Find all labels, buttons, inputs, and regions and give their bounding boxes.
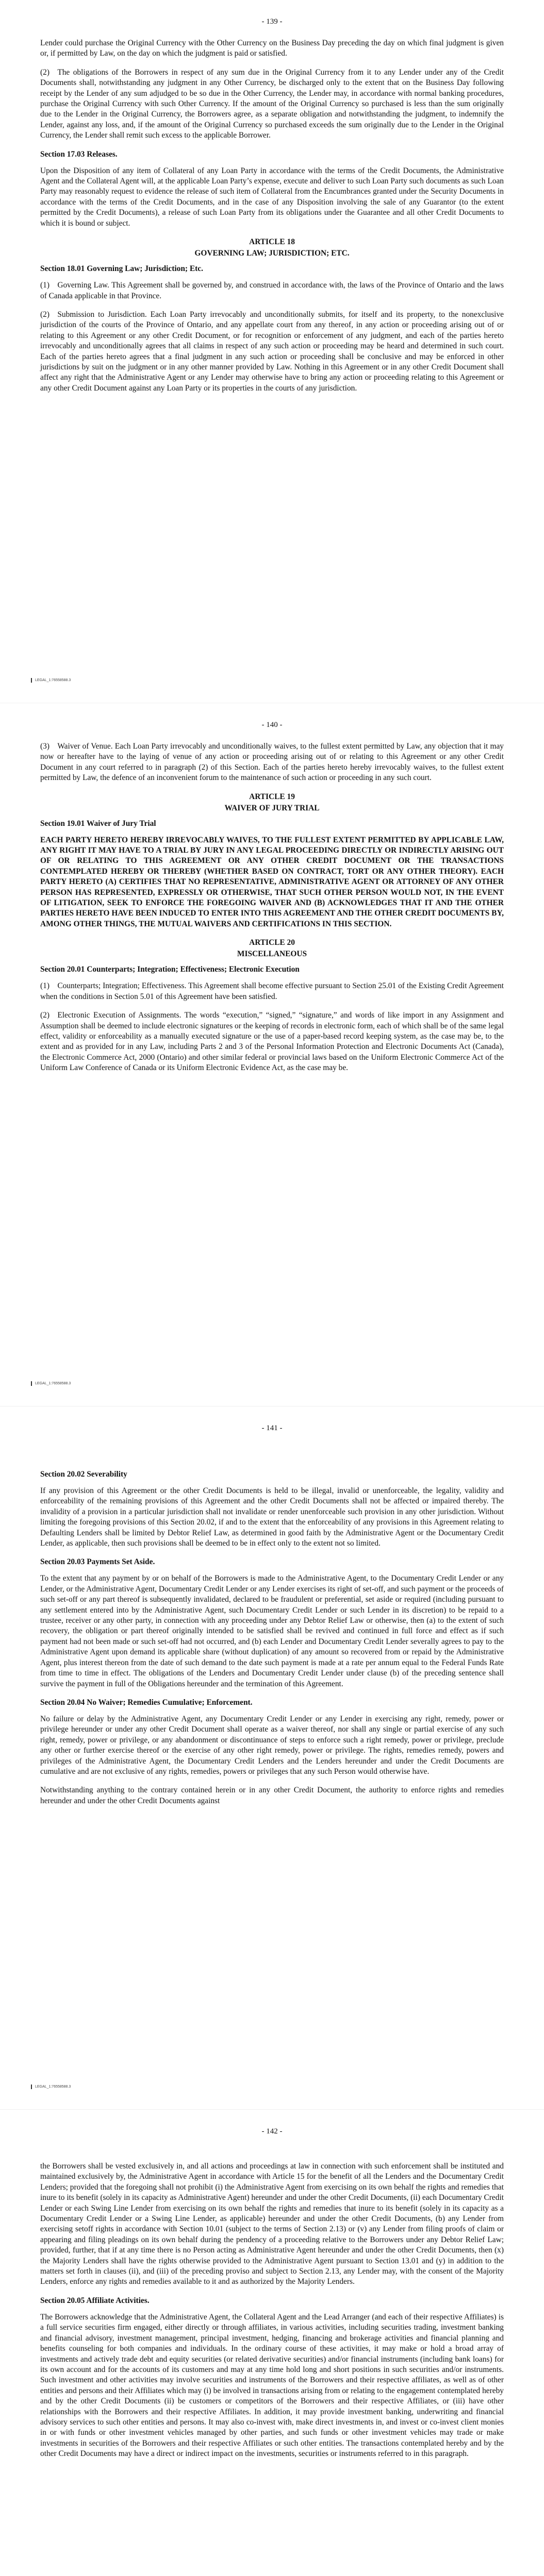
paragraph: To the extent that any payment by or on behalf of the Borrowers is made to the Administrative Agent, to the Documentary Credit Lender or any Lender, or the Administrative Agent, Documentary Credit Lender or any Lender exercises its right of set-off, and such payment or the proceeds of such set-off or any part thereof is subsequently invalidated, declared to be fraudulent or preferential, set aside or required (including pursuant to any settlement entered into by the Administrative Agent, such Documentary Credit Lender or such Lender in its discretion) to be repaid to a trustee, receiver or any other party, in connection with any proceeding under any Debtor Relief Law or otherwise, then (a) to the extent of such recovery, the obligation or part thereof originally intended to be satisfied shall be revived and continued in full force and effect as if such payment had not been made or such set-off had not occurred, and (b) each Lender and Documentary Credit Lender severally agrees to pay to the Administrative Agent upon demand its applicable share (without duplication) of any amount so recovered from or repaid by the Administrative Agent, plus interest thereon from the date of such demand to the date such payment is made at a rate per annum equal to the Federal Funds Rate from time to time in effect. The obligations of the Lenders and Documentary Credit Lender under clause (b) of the preceding sentence shall survive the payment in full of the Obligations hereunder and the termination of this Agreement. (40, 1574, 504, 1688)
footer (31, 1381, 71, 1386)
section-heading: Section 20.04 No Waiver; Remedies Cumulative; Enforcement. (40, 1698, 253, 1707)
section-heading: Section 19.01 Waiver of Jury Trial (40, 819, 156, 828)
paragraph: (2) The obligations of the Borrowers in respect of any sum due in the Original Currency from it to any Lender under any of the Credit Documents shall, notwithstanding any judgment in any Other Currency, be discharged only to the extent that on the Business Day following receipt by the Lender of any sum adjudged to be so due in the Other Currency, the Lender may, in accordance with normal banking procedures, purchase the Original Currency with such Other Currency. If the amount of the Original Currency so purchased is less than the sum originally due to the Lender in the Original Currency, the Borrowers agree, as a separate obligation and notwithstanding the judgment, to indemnify the Lender, against any loss, and, if the amount of the Original Currency so purchased exceeds the sum originally due to the Lender in the Original Currency, the Lender shall remit such excess to the applicable Borrower. (40, 67, 504, 140)
page-139 (0, 0, 544, 703)
section-heading: Section 20.05 Affiliate Activities. (40, 2296, 150, 2305)
article-number: ARTICLE 20 (249, 938, 295, 947)
paragraph: (2) Submission to Jurisdiction. Each Loan Party irrevocably and unconditionally submits, for itself and its property, to the nonexclusive jurisdiction of the courts of the Province of Ontario, and any appellate court from any thereof, in any action or proceeding arising out of or relating to this Agreement or any other Credit Document, or for recognition or enforcement of any judgment, and each of the parties hereto irrevocably and unconditionally agrees that all claims in respect of any such action or proceeding may be heard and determined in such court. Each of the parties hereto agrees that a final judgment in any such action or proceeding shall be conclusive and may be enforced in other jurisdictions by suit on the judgment or in any other manner provided by Law. Nothing in this Agreement or in any other Credit Document shall affect any right that the Administrative Agent or any Lender may otherwise have to bring any action or proceeding relating to this Agreement or any other Credit Document against any Loan Party or its properties in the courts of any jurisdiction. (40, 310, 504, 393)
page-number: - 142 - (261, 2127, 283, 2136)
paragraph: No failure or delay by the Administrative Agent, any Documentary Credit Lender or any Lender in exercising any right, remedy, power or privilege hereunder or under any other Credit Document shall operate as a waiver thereof, nor shall any single or partial exercise of any such right, remedy, power or privilege, or any abandonment or discontinuance of steps to enforce such a right remedy, power or privilege, preclude any other or further exercise thereof or the exercise of any other right remedy, power or privilege. The rights, remedies remedy, powers and privileges of the Administrative Agent, the Documentary Credit Lenders and the Lenders hereunder and under the Credit Documents are cumulative and are not exclusive of any rights, remedies, powers or privileges that any such Person would otherwise have. (40, 1714, 504, 1776)
section-heading: Section 18.01 Governing Law; Jurisdiction; Etc. (40, 264, 203, 274)
footer-mark (31, 2084, 32, 2089)
paragraph: the Borrowers shall be vested exclusively in, and all actions and proceedings at law in connection with such enforcement shall be instituted and maintained exclusively by, the Administrative Agent in accordance with Article 15 for the benefit of all the Lenders and the Documentary Credit Lenders; provided that the foregoing shall not prohibit (i) the Administrative Agent from exercising on its own behalf the rights and remedies that inure to its benefit (solely in its capacity as Administrative Agent) hereunder and under the other Credit Documents, (ii) each Documentary Credit Lender or each Swing Line Lender from exercising on its own behalf the rights and remedies that inure to its benefit (solely in its capacity as a Documentary Credit Lender or a Swing Line Lender, as applicable) hereunder and under the other Credit Documents, (b) any Lender from exercising setoff rights in accordance with Section 10.01 (subject to the terms of Section 2.13) or (v) any Lender from filing proofs of claim or appearing and filing pleadings on its own behalf during the pendency of a proceeding relative to the Borrowers under any Debtor Relief Law; provided, further, that if at any time there is no Person acting as Administrative Agent hereunder and under the other Credit Documents, then (x) the Majority Lenders shall have the rights otherwise provided to the Administrative Agent pursuant to Section 13.01 and (y) in addition to the matters set forth in clauses (ii), and (iii) of the preceding proviso and subject to Section 2.13, any Lender may, with the consent of the Majority Lenders, enforce any rights and remedies available to it and as authorized by the Majority Lenders. (40, 2162, 504, 2286)
footer (31, 2084, 71, 2089)
section-heading: Section 17.03 Releases. (40, 149, 118, 159)
article-number: ARTICLE 19 (249, 792, 295, 801)
jury-waiver-paragraph: EACH PARTY HERETO HEREBY IRREVOCABLY WAIVES, TO THE FULLEST EXTENT PERMITTED BY APPLICABLE LAW, ANY RIGHT IT MAY HAVE TO A TRIAL BY JURY IN ANY LEGAL PROCEEDING DIRECTLY OR INDIRECTLY ARISING OUT OF OR RELATING TO THIS AGREEMENT OR ANY OTHER CREDIT DOCUMENT OR THE TRANSACTIONS CONTEMPLATED HEREBY OR THEREBY (WHETHER BASED ON CONTRACT, TORT OR ANY OTHER THEORY). EACH PARTY HERETO (A) CERTIFIES THAT NO REPRESENTATIVE, ADMINISTRATIVE AGENT OR ATTORNEY OF ANY OTHER PERSON HAS REPRESENTED, EXPRESSLY OR OTHERWISE, THAT SUCH OTHER PERSON WOULD NOT, IN THE EVENT OF LITIGATION, SEEK TO ENFORCE THE FOREGOING WAIVER AND (B) ACKNOWLEDGES THAT IT AND THE OTHER PARTIES HERETO HAVE BEEN INDUCED TO ENTER INTO THIS AGREEMENT AND THE OTHER CREDIT DOCUMENTS BY, AMONG OTHER THINGS, THE MUTUAL WAIVERS AND CERTIFICATIONS IN THIS SECTION. (40, 835, 504, 928)
spacer (40, 2148, 504, 2161)
paragraph: (2) Electronic Execution of Assignments. The words “execution,” “signed,” “signature,” and words of like import in any Assignment and Assumption shall be deemed to include electronic signatures or the keeping of records in electronic form, each of which shall be of the same legal effect, validity or enforceability as a manually executed signature or the use of a paper-based record keeping system, as the case may be, to the extent and as provided for in any Law, including Parts 2 and 3 of the Personal Information Protection and Electronic Documents Act (Canada), the Electronic Commerce Act, 2000 (Ontario) and other similar federal or provincial laws based on the Uniform Electronic Commerce Act of the Uniform Law Conference of Canada or its Uniform Electronic Evidence Act, as the case may be. (40, 1011, 504, 1073)
section-heading: Section 20.02 Severability (40, 1470, 127, 1479)
spacer (40, 1445, 504, 1469)
page-142 (0, 2110, 544, 2576)
page-140 (0, 703, 544, 1406)
section-heading: Section 20.03 Payments Set Aside. (40, 1557, 155, 1567)
footer-reference: LEGAL_1:76558588.3 (35, 1382, 71, 1385)
paragraph: (3) Waiver of Venue. Each Loan Party irrevocably and unconditionally waives, to the fullest extent permitted by Law, any objection that it may now or hereafter have to the laying of venue of any action or proceeding arising out of or relating to this Agreement or any other Credit Document in any court referred to in paragraph (2) of this Section. Each of the parties hereto hereby irrevocably waives, to the fullest extent permitted by Law, the defence of an inconvenient forum to the maintenance of such action or proceeding in any such court. (40, 742, 504, 783)
section-heading: Section 20.01 Counterparts; Integration; Effectiveness; Electronic Execution (40, 965, 300, 974)
page-number: - 140 - (261, 721, 283, 729)
paragraph: Notwithstanding anything to the contrary contained herein or in any other Credit Document, the authority to enforce rights and remedies hereunder and under the other Credit Documents against (40, 1786, 504, 1805)
page-141 (0, 1406, 544, 2110)
page-number: - 141 - (261, 1424, 283, 1432)
article-title: GOVERNING LAW; JURISDICTION; ETC. (194, 249, 350, 258)
paragraph: Lender could purchase the Original Currency with the Other Currency on the Business Day preceding the day on which final judgment is given or, if permitted by Law, on the day on which the judgment is paid or satisfied. (40, 39, 504, 58)
footer (31, 678, 71, 683)
paragraph: Upon the Disposition of any item of Collateral of any Loan Party in accordance with the terms of the Credit Documents, the Administrative Agent and the Collateral Agent will, at the applicable Loan Party’s expense, execute and deliver to such Loan Party such documents as such Loan Party may reasonably request to evidence the release of such item of Collateral from the Encumbrances granted under the Security Documents in accordance with the terms of the Credit Documents, and in the case of any Disposition involving the sale of any Guarantor (to the extent permitted by the Credit Documents), a release of such Loan Party from its obligations under the Guarantee and all other Credit Documents to which it is bound or subject. (40, 166, 504, 228)
footer-mark (31, 1381, 32, 1386)
footer-reference: LEGAL_1:76558588.3 (35, 679, 71, 682)
paragraph: (1) Counterparts; Integration; Effectiveness. This Agreement shall become effective pursuant to Section 25.01 of the Existing Credit Agreement when the conditions in Section 5.01 of this Agreement have been satisfied. (40, 981, 504, 1001)
paragraph: (1) Governing Law. This Agreement shall be governed by, and construed in accordance with, the laws of the Province of Ontario and the laws of Canada applicable in that Province. (40, 281, 504, 300)
page-number: - 139 - (261, 18, 283, 26)
paragraph: The Borrowers acknowledge that the Administrative Agent, the Collateral Agent and the Lead Arranger (and each of their respective Affiliates) is a full service securities firm engaged, either directly or through affiliates, in various activities, including securities trading, investment banking and financial advisory, investment management, principal investment, hedging, financing and brokerage activities and financial planning and benefits counseling for both companies and individuals. In the ordinary course of these activities, it may make or hold a broad array of investments and actively trade debt and equity securities (or related derivative securities) and/or financial instruments (including bank loans) for its own account and for the accounts of its customers and may at any time hold long and short positions in such securities and/or instruments. Such investment and other activities may involve securities and instruments of the Borrowers and their respective affiliates, as well as of other entities and persons and their Affiliates which may (i) be involved in transactions arising from or relating to the engagement contemplated hereby and by the other Credit Documents (ii) be customers or competitors of the Borrowers and their respective Affiliates, or (iii) have other relationships with the Borrowers and their respective Affiliates. In addition, it may provide investment banking, underwriting and financial advisory services to such other entities and persons. It may also co-invest with, make direct investments in, and invest or co-invest client monies in or with funds or other investment vehicles managed by other parties, and such funds or other investment vehicles may trade or make investments in securities of the Borrowers and their respective Affiliates or such other entities. The transactions contemplated hereby and by the other Credit Documents may have a direct or indirect impact on the investments, securities or instruments referred to in this paragraph. (40, 2312, 504, 2459)
paragraph: If any provision of this Agreement or the other Credit Documents is held to be illegal, invalid or unenforceable, the legality, validity and enforceability of the remaining provisions of this Agreement and the other Credit Documents shall not be affected or impaired thereby. The invalidity of a provision in a particular jurisdiction shall not invalidate or render unenforceable such provision in any other jurisdiction. Without limiting the foregoing provisions of this Section 20.02, if and to the extent that the enforceability of any provisions in this Agreement relating to Defaulting Lenders shall be limited by Debtor Relief Law, as determined in good faith by the Administrative Agent or the Documentary Credit Lender, as applicable, then such provisions shall be deemed to be in effect only to the extent not so limited. (40, 1486, 504, 1548)
article-title: WAIVER OF JURY TRIAL (224, 803, 320, 812)
article-number: ARTICLE 18 (249, 238, 295, 247)
footer-reference: LEGAL_1:76558588.3 (35, 2085, 71, 2089)
article-title: MISCELLANEOUS (237, 950, 307, 959)
footer-mark (31, 678, 32, 683)
